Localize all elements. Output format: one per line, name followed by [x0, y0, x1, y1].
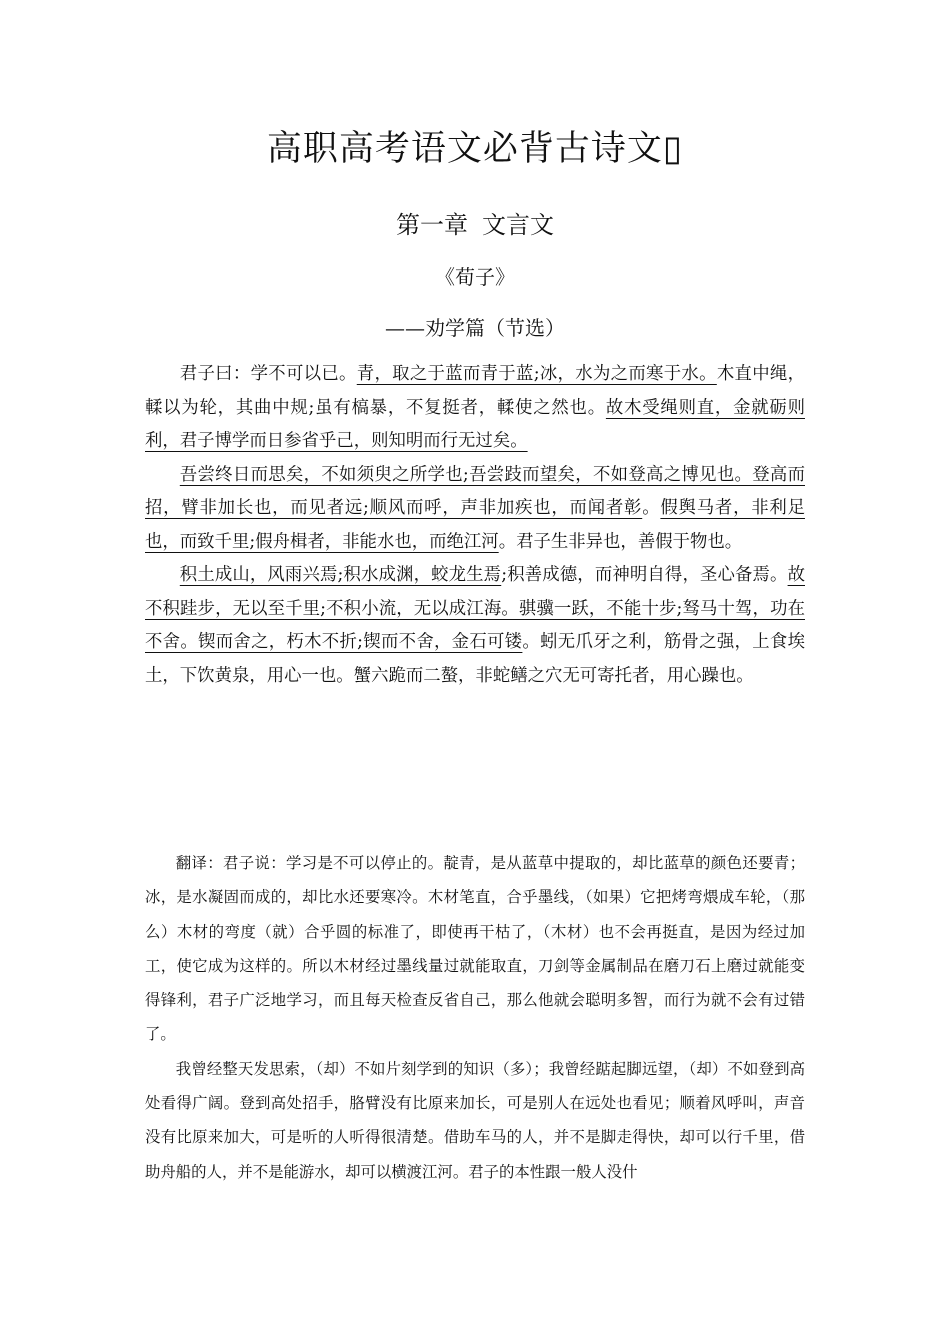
text-run: 木直中绳，輮以为轮，其曲中规;虽有槁暴，不复挺者，輮使之然也。: [145, 364, 805, 418]
chapter-heading: [0, 208, 950, 242]
document-title: [0, 126, 950, 172]
text-run: 。: [642, 498, 661, 518]
underlined-text-run: 故木受绳则直，金就砺则利，君子博学而日参省乎己，则知明而行无过矣。: [145, 397, 805, 451]
translation-text: [145, 846, 805, 1189]
underlined-text-run: 青，取之于蓝而青于蓝;冰，水为之而寒于水。: [356, 364, 717, 384]
chapter-number: 第一章: [396, 211, 468, 239]
text-run: 。蚓无爪牙之利，筋骨之强，上食埃土，下饮黄泉，用心一也。蟹六跪而二螯，非蛇鳝之穴无可寄托者，用心躁也。: [145, 632, 805, 686]
text-run: ;积善成德，而神明自得，圣心备焉。: [501, 565, 788, 585]
section-subtitle: ——劝学篇（节选）: [385, 316, 565, 340]
chapter-name: 文言文: [482, 211, 554, 239]
underlined-text-run: 积土成山，风雨兴焉;积水成渊，蛟龙生焉: [179, 565, 502, 585]
text-run: 。君子生非异也，善假于物也。: [498, 531, 743, 552]
title-missing-glyph: ▯: [662, 129, 684, 169]
title-text: 高职高考语文必背古诗文: [266, 129, 663, 169]
original-text: [145, 358, 805, 693]
original-paragraph: [145, 459, 805, 560]
text-run: 君子曰：学不可以已。: [179, 364, 357, 384]
translation-paragraph: 我曾经整天发思索，（却）不如片刻学到的知识（多）；我曾经踮起脚远望，（却）不如登到高处看得广阔。登到高处招手，胳臂没有比原来加长，可是别人在远处也看见；顺着风呼叫，声音没有比原来加大，可是听的人听得很清楚。借助车马的人，并不是脚走得快，却可以行千里，借助舟船的人，并不是能游水，却可以横渡江河。君子的本性跟一般人没什: [145, 1059, 805, 1181]
translation-paragraph: 翻译：君子说：学习是不可以停止的。靛青，是从蓝草中提取的，却比蓝草的颜色还要青；冰，是水凝固而成的，却比水还要寒冷。木材笔直，合乎墨线，（如果）它把烤弯煨成车轮，（那么）木材的弯度（就）合乎圆的标准了，即使再干枯了，（木材）也不会再挺直，是因为经过加工，使它成为这样的。所以木材经过墨线量过就能取直，刀剑等金属制品在磨刀石上磨过就能变得锋利，君子广泛地学习，而且每天检查反省自己，那么他就会聪明多智，而行为就不会有过错了。: [145, 854, 805, 1044]
underlined-text-run: 假舆马者，非利足也，而致千里;假舟楫者，非能水也，而绝江河: [145, 498, 805, 552]
original-paragraph: [145, 559, 805, 693]
underlined-text-run: 故不积跬步，无以至千里;不积小流，无以成江海。骐骥一跃，不能十步;驽马十驾，功在不舍。锲而舍之，朽木不折;锲而不舍，金石可镂: [145, 565, 805, 652]
original-paragraph: [145, 358, 805, 459]
underlined-text-run: 吾尝终日而思矣，不如须臾之所学也;吾尝跂而望矣，不如登高之博见也。登高而招，臂非加长也，而见者远;顺风而呼，声非加疾也，而闻者彰: [145, 464, 805, 518]
book-title: 《荀子》: [435, 265, 515, 289]
